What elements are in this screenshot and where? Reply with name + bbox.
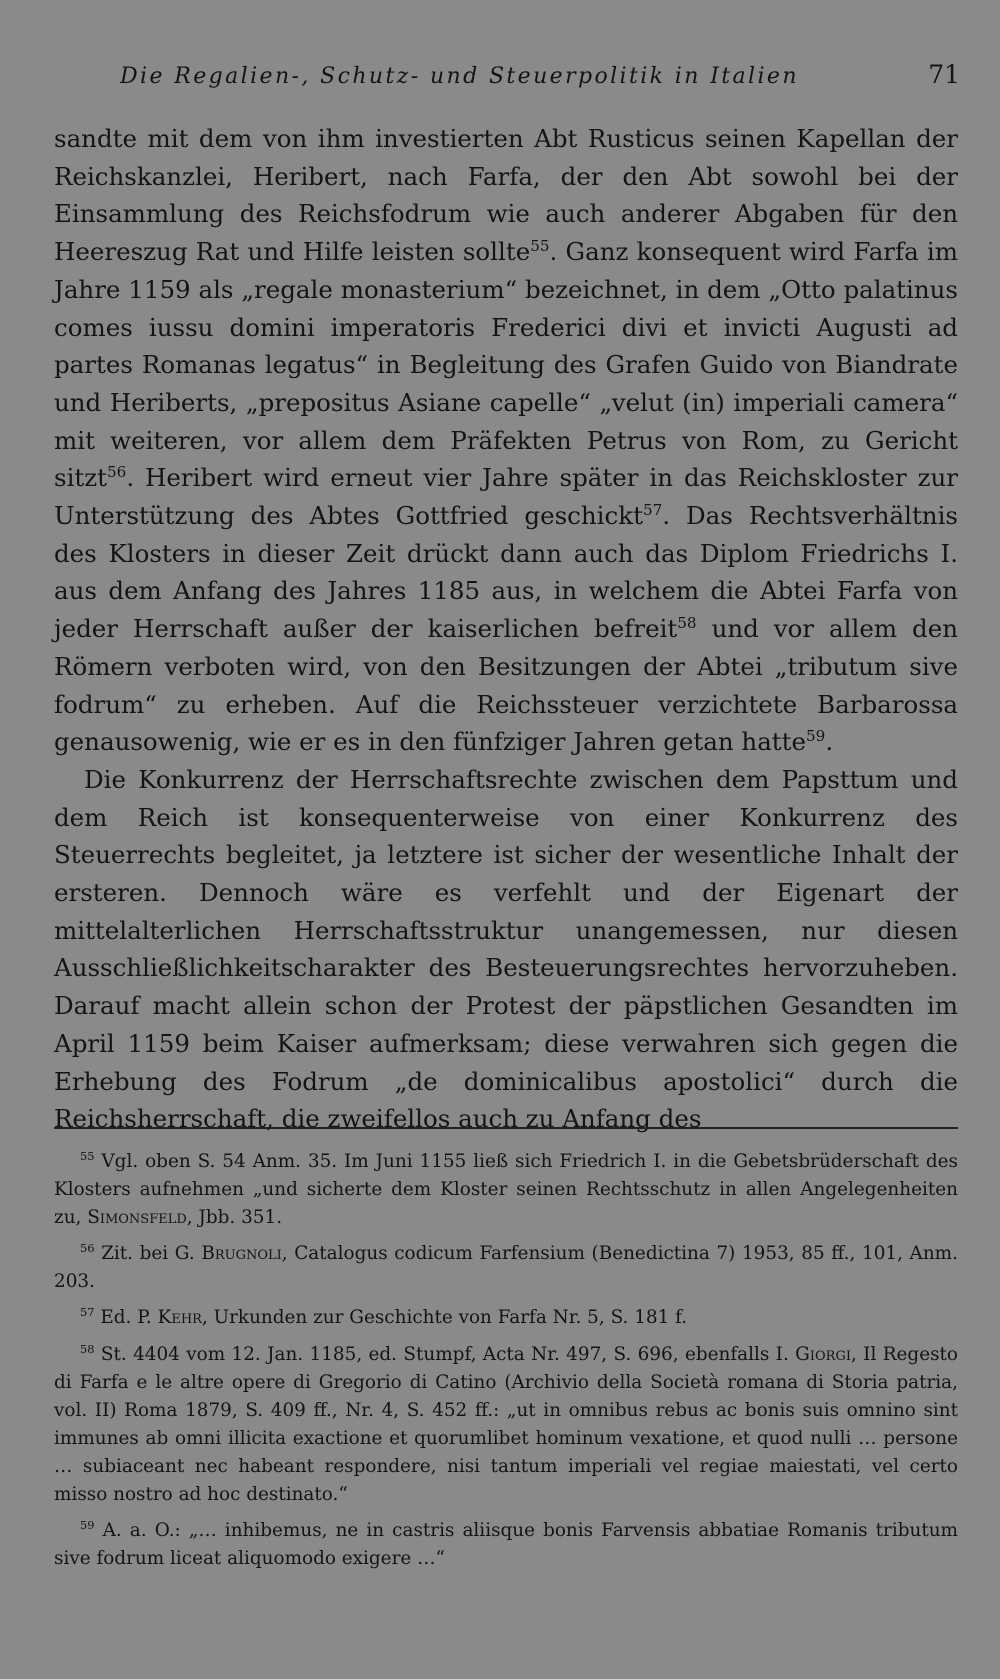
footnote-number: 57 [80,1305,95,1320]
footnote-text: A. a. O.: „… inhibemus, ne in castris aliisque bonis Farvensis abbatiae Romanis tributum sive fodrum liceat aliquomodo exigere …“ [54,1520,958,1570]
main-text [54,120,958,1138]
footnote-ref-55: 55 [530,236,550,255]
footnote-59 [54,1517,958,1573]
footnote-57 [54,1304,958,1332]
author-name: Kehr [157,1307,202,1329]
text-run: und vor allem den Römern verboten wird, von den Besitzungen der Abtei „tributum sive fodrum“ zu erheben. Auf die Reichssteuer verzichtete Barbarossa genausowenig, wie er es in den fünfziger Jahren getan hatte [54,614,958,757]
footnotes [54,1148,958,1581]
paragraph-1 [54,120,958,761]
footnote-divider [54,1127,958,1129]
footnote-text: , Jbb. 351. [186,1207,283,1229]
footnote-number: 55 [80,1148,95,1163]
author-name: Brugnoli [201,1243,282,1265]
footnote-ref-57: 57 [642,500,663,519]
footnote-number: 58 [80,1341,95,1356]
footnote-text: , Urkunden zur Geschichte von Farfa Nr. 5, S. 181 f. [201,1307,688,1329]
text-run: . Das Rechtsverhältnis des Klosters in dieser Zeit drückt dann auch das Diplom Friedrichs I. aus dem Anfang des Jahres 1185 aus, in welchem die Abtei Farfa von jeder Herrschaft außer der kaiserlichen befreit [54,501,958,644]
footnote-number: 56 [80,1241,95,1256]
footnote-text: , Il Regesto di Farfa e le altre opere di Gregorio di Catino (Archivio della Società romana di Storia patria, vol. II) Roma 1879, S. 409 ff., Nr. 4, S. 452 ff.: „ut in omnibus rebus ac bonis suis omnino sint immunes ab omni illicita exactione et quorumlibet hominum vexatione, et quod nulli … persone … subiaceant nec habeant respondere, nisi tantum imperiali vel regiae maiestati, vel certo misso nostro ad hoc destinato.“ [54,1343,958,1506]
footnote-ref-59: 59 [806,727,826,746]
text-run: . Ganz konsequent wird Farfa im Jahre 1159 als „regale monasterium“ bezeichnet, in dem „Otto palatinus comes iussu domini imperatoris Frederici divi et invicti Augusti ad partes Romanas legatus“ in Begleitung des Grafen Guido von Biandrate und Heriberts, „prepositus Asiane capelle“ „velut (in) imperiali camera“ mit weiteren, vor allem dem Präfekten Petrus von Rom, zu Gericht sitzt [54,237,958,493]
author-name: Giorgi [795,1343,851,1365]
footnote-58 [54,1341,958,1510]
running-title: Die Regalien-, Schutz- und Steuerpolitik in Italien [120,64,799,89]
footnote-ref-58: 58 [677,613,697,632]
footnote-text: , Catalogus codicum Farfensium (Benedictina 7) 1953, 85 ff., 101, Anm. 203. [54,1243,958,1293]
page-number: 71 [928,60,960,89]
page-header [120,60,960,100]
text-run: . [825,727,834,757]
footnote-text: Ed. P. [100,1307,158,1329]
footnote-number: 59 [80,1518,95,1532]
footnote-56 [54,1240,958,1296]
paragraph-2: Die Konkurrenz der Herrschaftsrechte zwischen dem Papsttum und dem Reich ist konsequenterweise von einer Konkurrenz des Steuerrechts begleitet, ja letztere ist sicher der wesentliche Inhalt der ersteren. Dennoch wäre es verfehlt und der Eigenart der mittelalterlichen Herrschaftsstruktur unangemessen, nur diesen Ausschließlichkeitscharakter des Besteuerungsrechtes hervorzuheben. Darauf macht allein schon der Protest der päpstlichen Gesandten im April 1159 beim Kaiser aufmerksam; diese verwahren sich gegen die Erhebung des Fodrum „de dominicalibus apostolici“ durch die Reichsherrschaft, die zweifellos auch zu Anfang des [54,764,958,1134]
footnote-55 [54,1148,958,1232]
text-run: . Heribert wird erneut vier Jahre später in das Reichskloster zur Unterstützung des Abtes Gottfried geschickt [54,463,958,531]
footnote-text: St. 4404 vom 12. Jan. 1185, ed. Stumpf, Acta Nr. 497, S. 696, ebenfalls I. [100,1343,796,1365]
footnote-text: Zit. bei G. [101,1243,202,1265]
footnote-text: Vgl. oben S. 54 Anm. 35. Im Juni 1155 ließ sich Friedrich I. in die Gebetsbrüderschaft des Klosters aufnehmen „und sicherte dem Kloster seinen Rechtsschutz in allen Angelegenheiten zu, [54,1151,958,1229]
footnote-ref-56: 56 [107,463,127,482]
author-name: Simonsfeld [87,1207,187,1229]
text-run: sandte mit dem von ihm investierten Abt Rusticus seinen Kapellan der Reichskanzlei, Heribert, nach Farfa, der den Abt sowohl bei der Einsammlung des Reichsfodrum wie auch anderer Abgaben für den Heereszug Rat und Hilfe leisten sollte [54,124,958,267]
